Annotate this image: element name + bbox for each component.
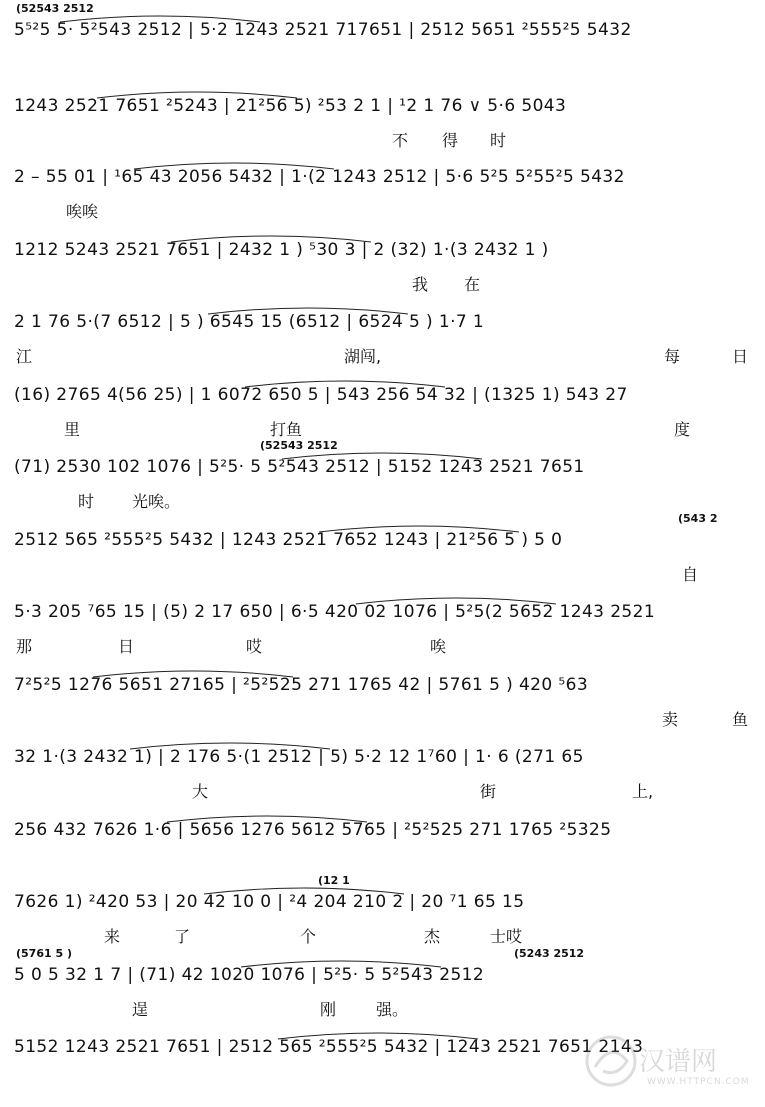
lyric-syllable: 士哎: [490, 927, 523, 946]
notation-line: 32 1·(3 2432 1) | 2 176 5·(1 2512 | 5) 5·2 12 1⁷60 | 1· 6 (271 65: [14, 747, 584, 767]
grace-note-annotation: (52543 2512: [16, 2, 94, 15]
lyric-syllable: 了: [174, 927, 191, 946]
lyric-syllable: 强。: [376, 1000, 409, 1019]
notation-line: 256 432 7626 1·6 | 5656 1276 5612 5765 | ²5²525 271 1765 ²5325: [14, 820, 612, 840]
lyrics-line: [14, 779, 755, 805]
lyrics-line: [14, 924, 755, 950]
lyrics-line: [14, 128, 755, 154]
score-row: [0, 814, 765, 890]
score-row: [0, 306, 765, 382]
notation-line: 5·3 205 ⁷65 15 | (5) 2 17 650 | 6·5 420 02 1076 | 5²5(2 5652 1243 2521: [14, 602, 656, 622]
lyric-syllable: 那: [16, 637, 33, 656]
lyrics-line: [14, 707, 755, 733]
lyric-syllable: 日: [732, 347, 749, 366]
score-row: [0, 2, 765, 90]
score-row: [0, 512, 765, 600]
lyric-syllable: 里: [64, 420, 81, 439]
notation-line: 5⁵²5 5· 5²543 2512 | 5·2 1243 2521 717651 | 2512 5651 ²555²5 5432: [14, 20, 632, 40]
lyric-syllable: 街: [480, 782, 497, 801]
notation-line: 7626 1) ²420 53 | 20 42 10 0 | ²4 204 210 2 | 20 ⁷1 65 15: [14, 892, 525, 912]
watermark-text: 汉谱网: [639, 1047, 718, 1077]
score-row: [0, 741, 765, 817]
notation-line: 2 – 55 01 | ¹65 43 2056 5432 | 1·(2 1243 2512 | 5·6 5²5 5²55²5 5432: [14, 167, 625, 187]
notation-line: 5152 1243 2521 7651 | 2512 565 ²555²5 5432 | 1243 2521 7651 2143: [14, 1037, 644, 1057]
notation-line: 7²5²5 1276 5651 27165 | ²5²525 271 1765 42 | 5761 5 ) 420 ⁵63: [14, 675, 589, 695]
lyric-syllable: 唉: [430, 637, 447, 656]
lyrics-line: [14, 562, 755, 588]
score-row: [0, 161, 765, 237]
score-row: [0, 669, 765, 745]
notation-line: 5 0 5 32 1 7 | (71) 42 1020 1076 | 5²5· 5 5²543 2512: [14, 965, 485, 985]
score-row: [0, 874, 765, 962]
lyrics-line: [14, 344, 755, 370]
notation-line: 2512 565 ²555²5 5432 | 1243 2521 7652 1243 | 21²56 5 ) 5 0: [14, 530, 563, 550]
lyric-syllable: 江: [16, 347, 33, 366]
lyric-syllable: 光唉。: [132, 492, 181, 511]
lyric-syllable: 鱼: [732, 710, 749, 729]
notation-line: 1212 5243 2521 7651 | 2432 1 ) ⁵30 3 | 2 (32) 1·(3 2432 1 ): [14, 240, 549, 260]
notation-line: (71) 2530 102 1076 | 5²5· 5 5²543 2512 | 5152 1243 2521 7651: [14, 457, 585, 477]
lyric-syllable: 上,: [632, 782, 654, 801]
lyric-syllable: 刚: [320, 1000, 337, 1019]
lyric-syllable: 个: [300, 927, 317, 946]
notation-line: (16) 2765 4(56 25) | 1 6072 650 5 | 543 256 54 32 | (1325 1) 543 27: [14, 385, 628, 405]
score-row: [0, 439, 765, 527]
lyric-syllable: 打鱼: [270, 420, 303, 439]
lyrics-line: [14, 52, 755, 78]
lyric-syllable: 湖闯,: [344, 347, 382, 366]
lyrics-line: [14, 997, 755, 1023]
watermark: [581, 1031, 751, 1101]
lyrics-line: [14, 417, 755, 443]
lyric-syllable: 逞: [132, 1000, 149, 1019]
lyric-syllable: 不: [392, 131, 409, 150]
lyric-syllable: 杰: [424, 927, 441, 946]
lyric-syllable: 卖: [662, 710, 679, 729]
grace-note-annotation: (543 2: [678, 512, 718, 525]
grace-note-annotation: (5761 5 ): [16, 947, 72, 960]
lyric-syllable: 唉唉: [66, 202, 99, 221]
grace-note-annotation: (52543 2512: [260, 439, 338, 452]
score-row: [0, 947, 765, 1035]
lyric-syllable: 自: [682, 565, 699, 584]
lyric-syllable: 得: [442, 131, 459, 150]
score-row: [0, 379, 765, 455]
notation-line: 2 1 76 5·(7 6512 | 5 ) 6545 15 (6512 | 6524 5 ) 1·7 1: [14, 312, 485, 332]
lyric-syllable: 日: [118, 637, 135, 656]
lyrics-line: [14, 489, 755, 515]
lyric-syllable: 时: [490, 131, 507, 150]
lyric-syllable: 时: [78, 492, 95, 511]
lyric-syllable: 每: [664, 347, 681, 366]
lyrics-line: [14, 634, 755, 660]
score-row: [0, 596, 765, 672]
score-row: [0, 90, 765, 166]
lyric-syllable: 在: [464, 275, 481, 294]
watermark-logo-icon: [581, 1031, 641, 1091]
grace-note-annotation: (5243 2512: [514, 947, 585, 960]
grace-note-annotation: (12 1: [318, 874, 350, 887]
lyric-syllable: 我: [412, 275, 429, 294]
lyric-syllable: 大: [192, 782, 209, 801]
watermark-url: WWW.HTTPCN.COM: [647, 1077, 750, 1087]
lyric-syllable: 来: [104, 927, 121, 946]
lyric-syllable: 哎: [246, 637, 263, 656]
lyric-syllable: 度: [674, 420, 691, 439]
lyrics-line: [14, 852, 755, 878]
score-row: [0, 234, 765, 310]
lyrics-line: [14, 199, 755, 225]
lyrics-line: [14, 272, 755, 298]
notation-line: 1243 2521 7651 ²5243 | 21²56 5) ²53 2 1 | ¹2 1 76 ∨ 5·6 5043: [14, 96, 567, 116]
